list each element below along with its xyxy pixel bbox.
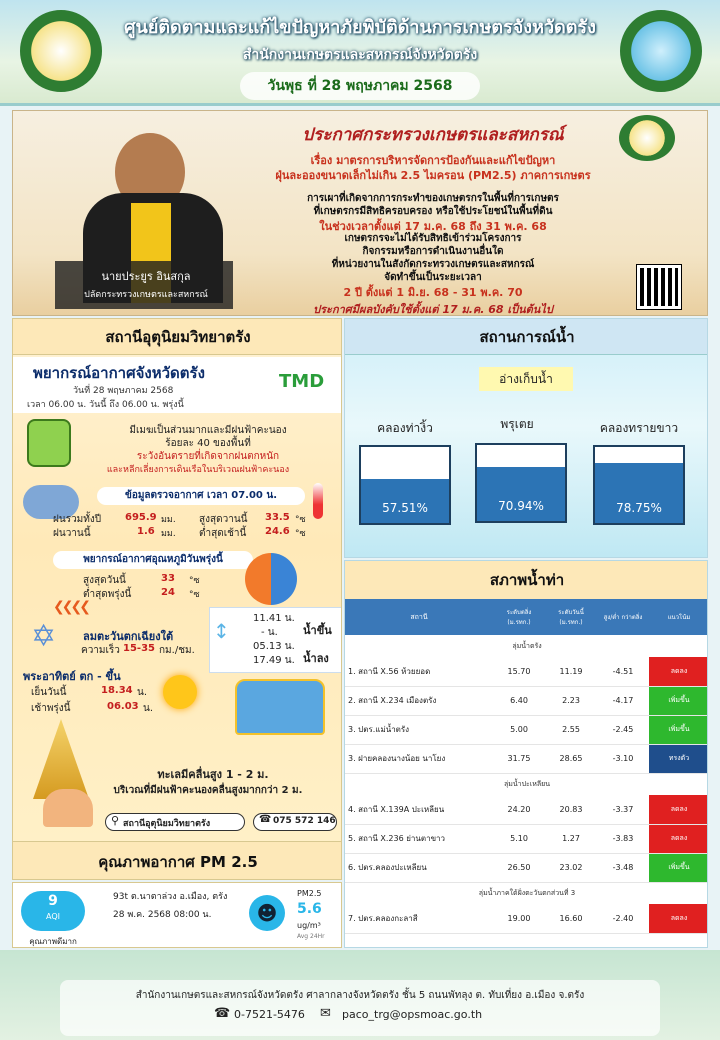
rain-total-value: 695.9 (125, 512, 157, 523)
province-logo (620, 10, 702, 92)
person-title: ปลัดกระทรวงเกษตรและสหกรณ์ (84, 290, 208, 300)
announcement-body-7: จัดทำขึ้นเป็นระยะเวลา (384, 272, 482, 283)
table-row (345, 686, 708, 715)
col-station: สถานี (410, 612, 428, 621)
sunset-value: 18.34 (101, 685, 133, 696)
table-row (345, 657, 708, 686)
wind-turbine-icon: ✡ (31, 619, 57, 654)
river-trend-cell: ลดลง (649, 795, 708, 824)
pm-value: 5.6 (297, 901, 322, 917)
river-table-body (345, 635, 708, 933)
reservoir-tank-3 (593, 445, 685, 525)
sunset-unit: น. (137, 687, 148, 698)
reservoir-percent-3: 78.75% (616, 501, 662, 515)
forecast-date: วันที่ 28 พฤษภาคม 2568 (73, 386, 174, 396)
phone-icon: ☎ (259, 814, 272, 825)
reservoir-name-1: คลองท่างิ้ว (377, 421, 433, 435)
kids-illustration (43, 789, 93, 827)
sunset-label: เย็นวันนี้ (31, 687, 67, 698)
tmin-t-unit: °ซ (295, 529, 306, 539)
river-diff-cell: -3.10 (597, 744, 649, 773)
tide-dash: - น. (261, 627, 278, 638)
river-trend-cell: เพิ่มขึ้น (649, 686, 708, 715)
river-diff-cell: -2.45 (597, 715, 649, 744)
pm-label: PM2.5 (297, 889, 322, 898)
water-panel (344, 318, 708, 558)
wind-speed-value: 15-35 (123, 643, 155, 654)
river-trend-cell: เพิ่มขึ้น (649, 853, 708, 882)
table-row (345, 824, 708, 853)
river-station-cell: 5. สถานี X.236 ย่านตาขาว (345, 824, 493, 853)
river-trend-cell: เพิ่มขึ้น (649, 715, 708, 744)
col-today: ระดับวันนี้ (ม.รทก.) (558, 609, 584, 626)
tmax-value: 33 (161, 573, 175, 584)
tmax-label: สูงสุดวันนี้ (83, 575, 126, 586)
rain-today-label: ฝนวานนี้ (53, 528, 91, 539)
river-today-cell: 2.23 (545, 686, 597, 715)
search-icon: ⚲ (111, 814, 120, 827)
river-diff-cell: -3.37 (597, 795, 649, 824)
tmin-value: 24 (161, 587, 175, 598)
wind-speed-label: ความเร็ว (81, 645, 120, 656)
announcement-body-8: 2 ปี ตั้งแต่ 1 มิ.ย. 68 - 31 พ.ค. 70 (343, 286, 523, 299)
tmax-y-value: 33.5 (265, 512, 290, 523)
wind-title: ลมตะวันตกเฉียงใต้ (83, 630, 174, 643)
pm-avg: Avg 24Hr (297, 933, 325, 940)
announcement-title: ประกาศกระทรวงเกษตรและสหกรณ์ (302, 125, 564, 145)
col-trend: แนวโน้ม (667, 614, 691, 621)
river-table (345, 599, 708, 934)
river-bank-cell: 5.10 (493, 824, 545, 853)
tide-high-label: น้ำขึ้น (303, 624, 332, 637)
announcement-body-5: กิจกรรมหรือการดำเนินงานอื่นใด (362, 246, 504, 257)
river-today-cell: 23.02 (545, 853, 597, 882)
robot-icon (27, 419, 71, 467)
river-bank-cell: 26.50 (493, 853, 545, 882)
sunrise-value: 06.03 (107, 701, 139, 712)
tide-low-2: 17.49 น. (253, 655, 295, 666)
rain-today-unit: มม. (161, 529, 176, 539)
table-row (345, 715, 708, 744)
reservoir-percent-2: 70.94% (498, 499, 544, 513)
river-station-cell: 7. ปตร.คลองกะลาสี (345, 904, 493, 933)
summary-line-4: และหลีกเลี่ยงการเดินเรือในบริเวณฝนฟ้าคะนอง (106, 465, 290, 475)
pm-unit: ug/m³ (297, 921, 321, 930)
river-bank-cell: 24.20 (493, 795, 545, 824)
pm-datetime: 28 พ.ค. 2568 08:00 น. (113, 910, 212, 920)
aqi-value: 9 (48, 893, 58, 909)
river-today-cell: 1.27 (545, 824, 597, 853)
reservoir-percent-1: 57.51% (382, 501, 428, 515)
river-station-cell: 1. สถานี X.56 ห้วยยอด (345, 657, 493, 686)
forecast-period: เวลา 06.00 น. วันนี้ ถึง 06.00 น. พรุ่งนี้ (27, 400, 184, 410)
water-title: สถานการณ์น้ำ (345, 319, 708, 355)
river-panel (344, 560, 708, 948)
sun-title: พระอาทิตย์ ตก - ขึ้น (23, 670, 121, 683)
pm25-panel (12, 882, 342, 948)
announcement-subject-2: ฝุ่นละอองขนาดเล็กไม่เกิน 2.5 ไมครอน (PM2.5) ภาคการเกษตร (275, 169, 591, 182)
header-date: วันพุธ ที่ 28 พฤษภาคม 2568 (240, 72, 480, 100)
river-station-cell: 4. สถานี X.139A ปะเหลียน (345, 795, 493, 824)
ministry-logo (20, 10, 102, 92)
tmax-y-unit: °ซ (295, 515, 306, 525)
river-today-cell: 11.19 (545, 657, 597, 686)
river-diff-cell: -4.17 (597, 686, 649, 715)
tmin-t-value: 24.6 (265, 526, 290, 537)
obs-title: ข้อมูลตรวจอากาศ เวลา 07.00 น. (97, 487, 305, 505)
tomorrow-title: พยากรณ์อากาศอุณหภูมิวันพรุ่งนี้ (53, 551, 253, 569)
announcement-panel (12, 110, 708, 316)
footer-address: สำนักงานเกษตรและสหกรณ์จังหวัดตรัง ศาลากลางจังหวัดตรัง ชั้น 5 ถนนพัทลุง ต. ทับเที่ยง อ.เมือง จ.ตรัง (135, 990, 585, 1001)
footer (0, 950, 720, 1040)
river-diff-cell: -3.48 (597, 853, 649, 882)
river-group-label: ลุ่มน้ำปะเหลียน (345, 773, 708, 795)
river-bank-cell: 15.70 (493, 657, 545, 686)
sea-line-1: ทะเลมีคลื่นสูง 1 - 2 ม. (157, 768, 269, 781)
river-group-label: ลุ่มน้ำตรัง (345, 635, 708, 657)
reservoir-label: อ่างเก็บน้ำ (479, 367, 573, 391)
summary-line-1: มีเมฆเป็นส่วนมากและมีฝนฟ้าคะนอง (129, 425, 287, 436)
aqi-label: AQI (46, 912, 60, 921)
reservoir-name-3: คลองทรายขาว (599, 421, 679, 435)
pm-title: คุณภาพอากาศ PM 2.5 (13, 841, 342, 880)
river-group-row (345, 882, 708, 904)
summary-line-3: ระวังอันตรายที่เกิดจากฝนตกหนัก (136, 451, 280, 462)
rain-today-value: 1.6 (137, 526, 155, 537)
river-station-cell: 6. ปตร.คลองปะเหลียน (345, 853, 493, 882)
tmin-label: ต่ำสุดพรุ่งนี้ (83, 589, 132, 600)
thermometer-icon (313, 483, 323, 519)
river-bank-cell: 31.75 (493, 744, 545, 773)
aqi-quality: คุณภาพดีมาก (29, 937, 77, 946)
col-bank: ระดับตลิ่ง (ม.รทก.) (506, 609, 532, 626)
river-today-cell: 20.83 (545, 795, 597, 824)
river-trend-cell: ลดลง (649, 904, 708, 933)
col-diff: สูง/ต่ำ กว่าตลิ่ง (603, 614, 643, 621)
river-bank-cell: 5.00 (493, 715, 545, 744)
river-diff-cell: -3.83 (597, 824, 649, 853)
announcement-body-2: ที่เกษตรกรมีสิทธิครอบครอง หรือใช้ประโยชน์ในพื้นที่ดิน (313, 206, 553, 217)
sea-line-2: บริเวณที่มีฝนฟ้าคะนองคลื่นสูงมากกว่า 2 ม. (113, 785, 303, 796)
sun-icon (163, 675, 197, 709)
header-subtitle: สำนักงานเกษตรและสหกรณ์จังหวัดตรัง (242, 47, 478, 63)
sunrise-unit: น. (143, 703, 154, 714)
rain-total-label: ฝนรวมทั้งปี (53, 514, 102, 525)
announcement-body-1: การเผาที่เกิดจากการกระทำของเกษตรกรในพื้นที่การเกษตร (307, 193, 559, 204)
qr-code-icon (637, 265, 681, 309)
river-station-cell: 3. ปตร.แม่น้ำตรัง (345, 715, 493, 744)
river-group-label: ลุ่มน้ำภาคใต้ฝั่งตะวันตกส่วนที่ 3 (345, 882, 708, 904)
table-row (345, 904, 708, 933)
tide-low-1: 05.13 น. (253, 641, 295, 652)
river-diff-cell: -2.40 (597, 904, 649, 933)
river-today-cell: 2.55 (545, 715, 597, 744)
tide-high-1: 11.41 น. (253, 613, 295, 624)
station-phone: 075 572 146 (273, 816, 336, 826)
weather-panel (12, 318, 342, 880)
tmax-unit: °ซ (189, 576, 200, 586)
pm-station: 93t ต.นาตาล่วง อ.เมือง, ตรัง (113, 892, 228, 902)
announcement-effective: ประกาศมีผลบังคับใช้ตั้งแต่ 17 ม.ค. 68 เป็นต้นไป (313, 303, 553, 316)
phone-icon-footer: ☎ (214, 1006, 231, 1021)
river-trend-cell: ทรงตัว (649, 744, 708, 773)
forecast-title: พยากรณ์อากาศจังหวัดตรัง (33, 364, 205, 382)
wind-unit: กม./ชม. (159, 645, 195, 656)
station-footer-name: สถานีอุตุนิยมวิทยาตรัง (123, 819, 211, 829)
smile-face-icon: ☻ (249, 895, 285, 931)
river-bank-cell: 19.00 (493, 904, 545, 933)
summary-line-2: ร้อยละ 40 ของพื้นที่ (165, 438, 251, 449)
table-row (345, 744, 708, 773)
weather-station-title: สถานีอุตุนิยมวิทยาตรัง (13, 319, 342, 355)
header-title: ศูนย์ติดตามและแก้ไขปัญหาภัยพิบัติด้านการเกษตรจังหวัดตรัง (124, 17, 596, 38)
reservoir-name-2: พรุเตย (500, 417, 534, 431)
river-group-row (345, 635, 708, 657)
tmax-y-label: สูงสุดวานนี้ (199, 514, 248, 525)
reservoir-tank-2 (475, 443, 567, 523)
river-table-header (345, 599, 708, 635)
tuk-tuk-icon (235, 679, 325, 735)
table-row (345, 795, 708, 824)
rain-total-unit: มม. (161, 515, 176, 525)
river-trend-cell: ลดลง (649, 824, 708, 853)
tide-arrow-icon: ↕ (213, 619, 230, 643)
announcement-body-6: ที่หน่วยงานในสังกัดกระทรวงเกษตรและสหกรณ์ (331, 259, 535, 270)
river-today-cell: 28.65 (545, 744, 597, 773)
river-title: สภาพน้ำท่า (345, 561, 708, 599)
tmd-logo: TMD (279, 371, 325, 392)
river-table-wrap (345, 599, 708, 934)
footer-phone: 0-7521-5476 (234, 1008, 305, 1021)
river-station-cell: 3. ฝายคลองนางน้อย นาโยง (345, 744, 493, 773)
mail-icon: ✉ (320, 1006, 331, 1021)
header-banner (0, 0, 720, 106)
river-diff-cell: -4.51 (597, 657, 649, 686)
announcement-body-4: เกษตรกรจะไม่ได้รับสิทธิเข้าร่วมโครงการ (344, 233, 522, 244)
reservoir-tank-1 (359, 445, 451, 525)
tmin-unit: °ซ (189, 590, 200, 600)
table-row (345, 853, 708, 882)
river-today-cell: 16.60 (545, 904, 597, 933)
tmin-t-label: ต่ำสุดเช้านี้ (199, 528, 247, 539)
sunrise-label: เช้าพรุ่งนี้ (31, 703, 71, 714)
river-group-row (345, 773, 708, 795)
person-name: นายประยูร อินสกุล (101, 270, 191, 283)
arrows-icon: ❮❮❮❮ (53, 599, 88, 615)
announcement-body-3: ในช่วงเวลาตั้งแต่ 17 ม.ค. 68 ถึง 31 พ.ค. 68 (319, 220, 547, 233)
river-trend-cell: ลดลง (649, 657, 708, 686)
river-bank-cell: 6.40 (493, 686, 545, 715)
tide-low-label: น้ำลง (303, 652, 329, 665)
footer-email: paco_trg@opsmoac.go.th (342, 1008, 483, 1021)
river-station-cell: 2. สถานี X.234 เมืองตรัง (345, 686, 493, 715)
announcement-subject-1: เรื่อง มาตรการบริหารจัดการป้องกันและแก้ไขปัญหา (310, 154, 556, 167)
hot-cold-icon (245, 553, 297, 605)
